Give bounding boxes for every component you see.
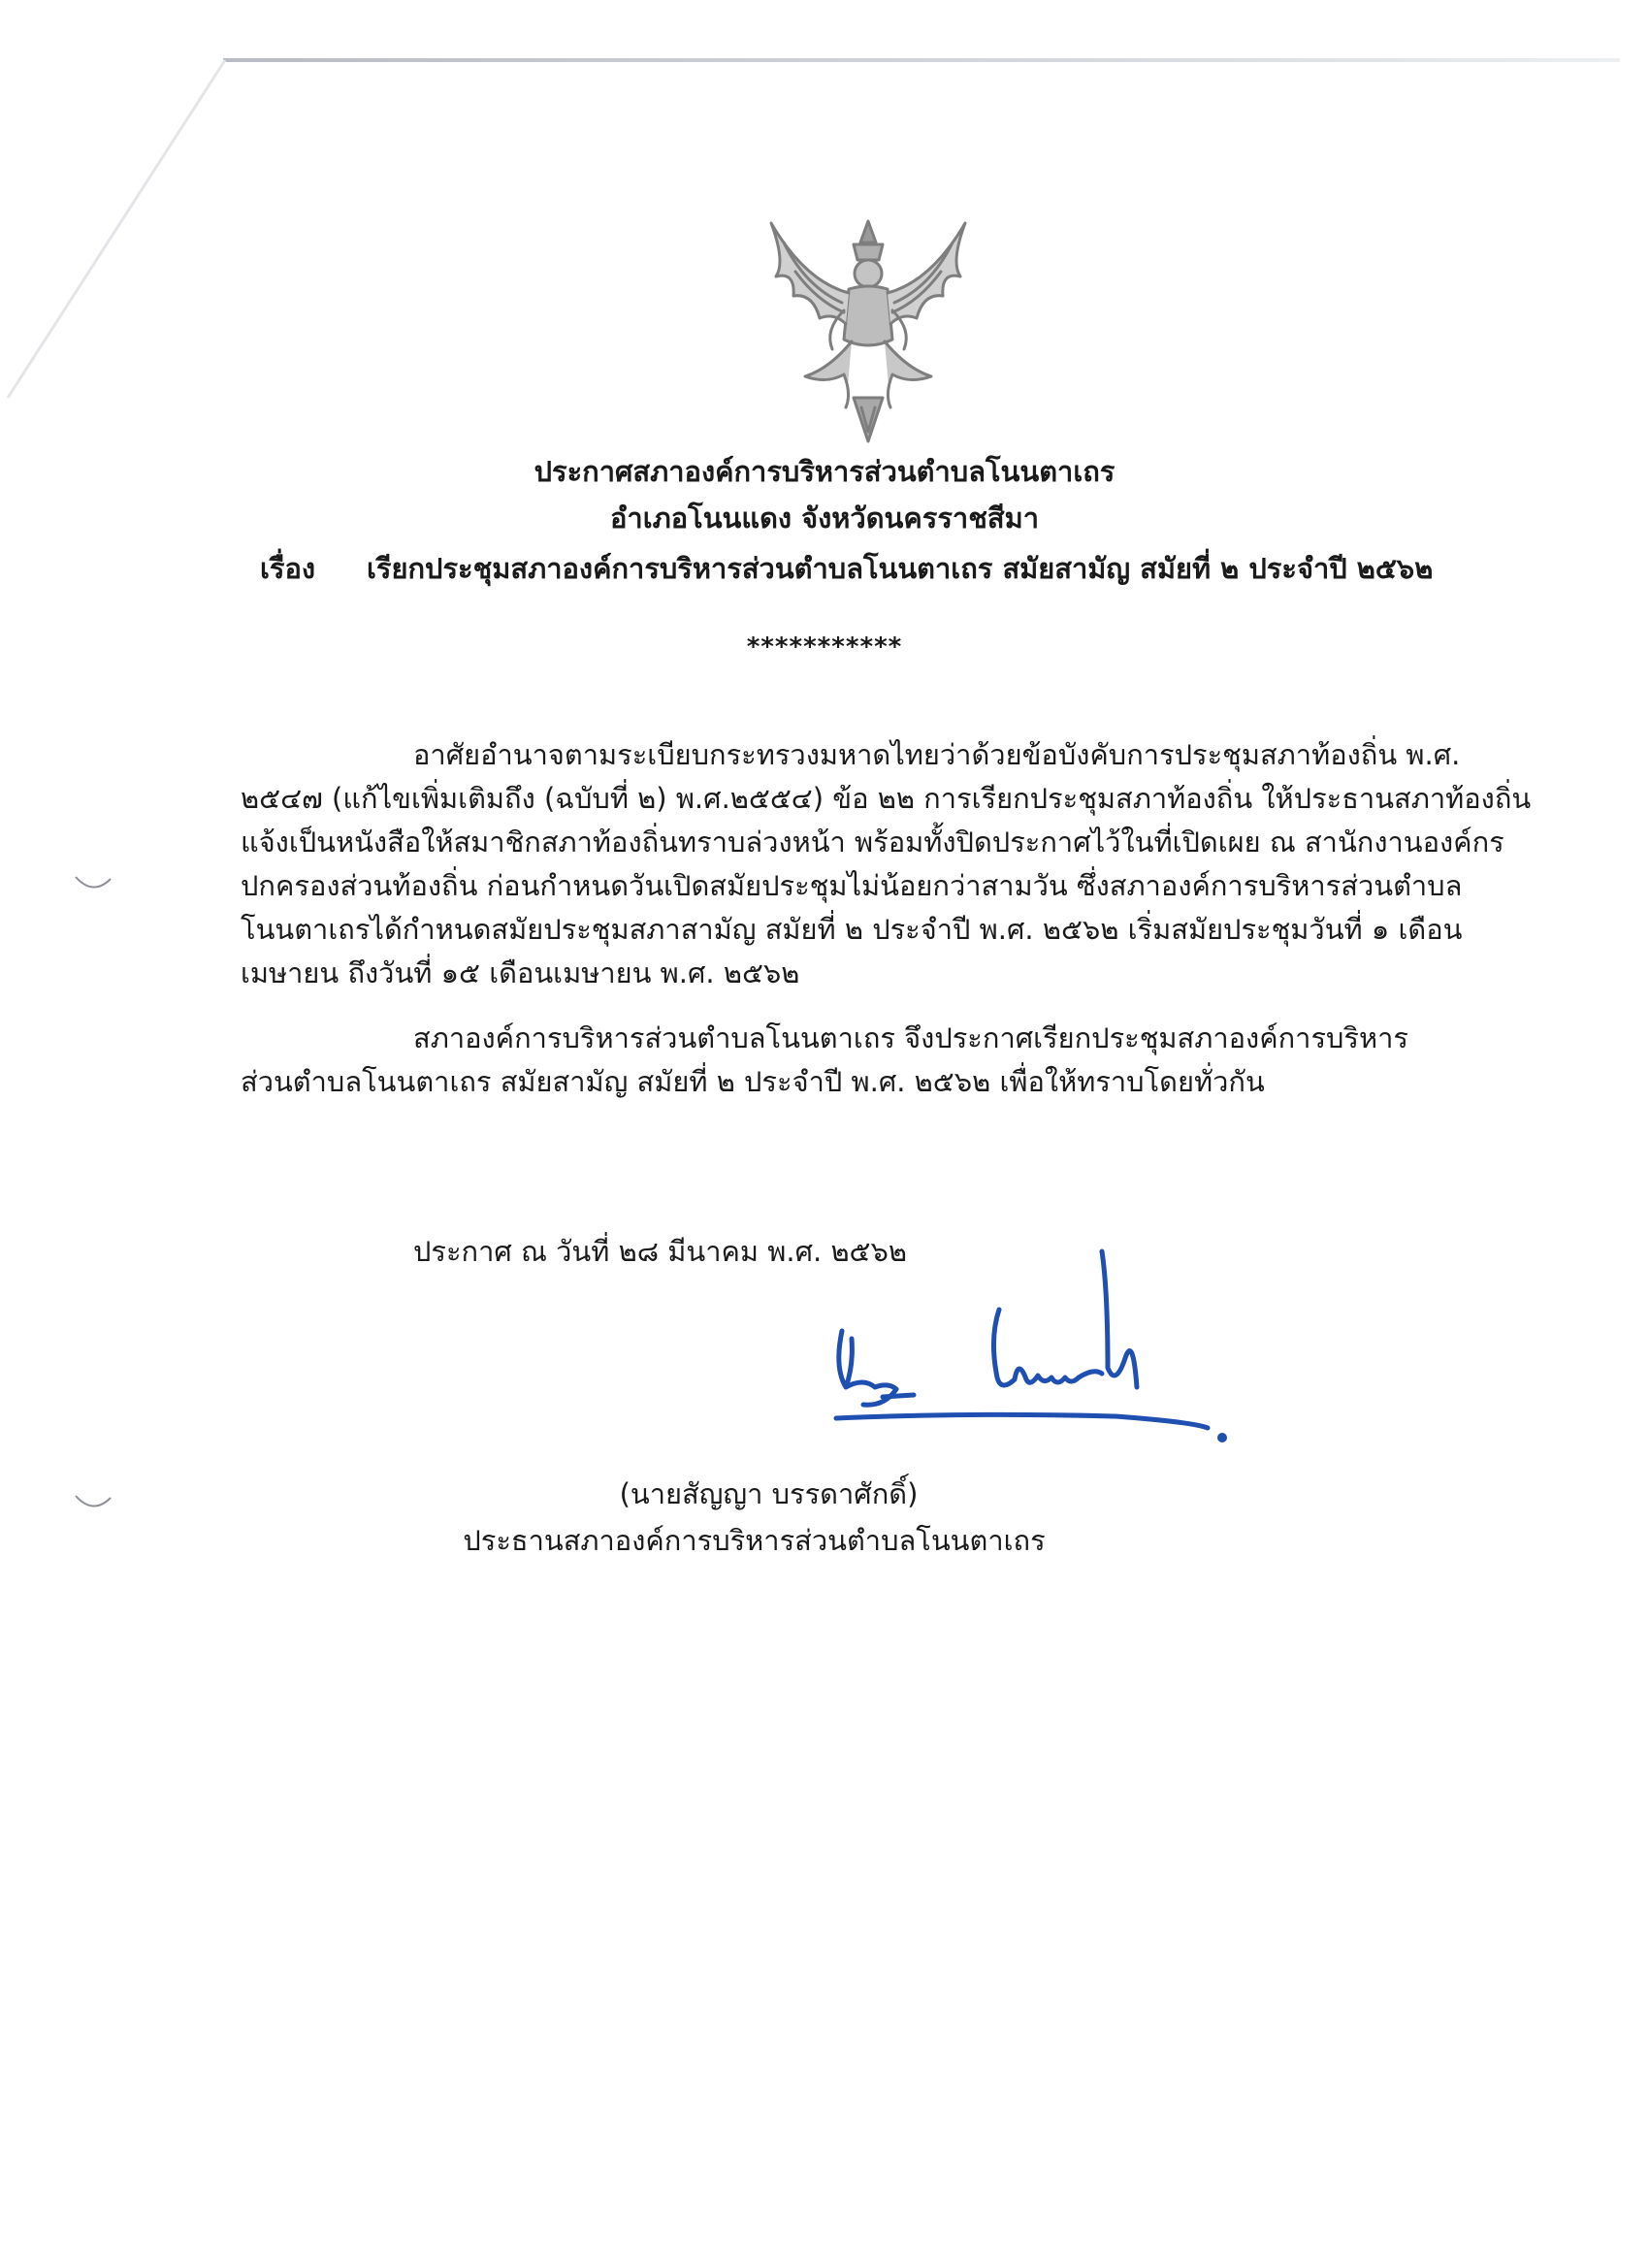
- subject-line: [260, 545, 1492, 592]
- separator-asterisks: ***********: [746, 632, 903, 662]
- punch-hole-mark: [74, 873, 113, 894]
- paragraph-line: สภาองค์การบริหารส่วนตำบลโนนตาเถร จึงประกาศเรียกประชุมสภาองค์การบริหาร: [413, 1021, 1408, 1054]
- signer-name: (นายสัญญา บรรดาศักดิ์): [619, 1477, 919, 1510]
- paragraph-line: เมษายน ถึงวันที่ ๑๕ เดือนเมษายน พ.ศ. ๒๕๖๒: [241, 956, 800, 989]
- paragraph-2: [241, 1017, 1472, 1104]
- paragraph-1: [241, 733, 1532, 995]
- paragraph-line: อาศัยอำนาจตามระเบียบกระทรวงมหาดไทยว่าด้วยข้อบังคับการประชุมสภาท้องถิ่น พ.ศ.: [413, 738, 1461, 771]
- garuda-emblem-icon: [737, 204, 999, 446]
- announcement-header: [0, 448, 1649, 541]
- header-location: อำเภอโนนแดง จังหวัดนครราชสีมา: [610, 502, 1039, 535]
- subject-label: เรื่อง: [260, 552, 316, 585]
- paragraph-line: ปกครองส่วนท้องถิ่น ก่อนกำหนดวันเปิดสมัยประชุมไม่น้อยกว่าสามวัน ซึ่งสภาองค์การบริหารส่วนตำบล: [241, 869, 1463, 902]
- body-text: [241, 733, 1532, 1125]
- scan-edge-diagonal: [0, 0, 233, 407]
- signer-title: ประธานสภาองค์การบริหารส่วนตำบลโนนตาเถร: [463, 1524, 1046, 1557]
- paragraph-line: ๒๕๔๗ (แก้ไขเพิ่มเติมถึง (ฉบับที่ ๒) พ.ศ.๒๕๕๔) ข้อ ๒๒ การเรียกประชุมสภาท้องถิ่น ให้ประธานสภาท้องถิ่น: [241, 782, 1532, 815]
- subject-text: เรียกประชุมสภาองค์การบริหารส่วนตำบลโนนตาเถร สมัยสามัญ สมัยที่ ๒ ประจำปี ๒๕๖๒: [367, 552, 1434, 585]
- paragraph-line: ส่วนตำบลโนนตาเถร สมัยสามัญ สมัยที่ ๒ ประจำปี พ.ศ. ๒๕๖๒ เพื่อให้ทราบโดยทั่วกัน: [241, 1065, 1265, 1098]
- announcement-date: ประกาศ ณ วันที่ ๒๘ มีนาคม พ.ศ. ๒๕๖๒: [413, 1235, 908, 1268]
- scan-edge-top: [223, 58, 1620, 62]
- header-organization: ประกาศสภาองค์การบริหารส่วนตำบลโนนตาเถร: [534, 455, 1116, 488]
- paragraph-line: แจ้งเป็นหนังสือให้สมาชิกสภาท้องถิ่นทราบล่วงหน้า พร้อมทั้งปิดประกาศไว้ในที่เปิดเผย ณ สานักงานองค์กร: [241, 826, 1504, 859]
- signature-graphic: [824, 1242, 1232, 1484]
- paragraph-line: โนนตาเถรได้กำหนดสมัยประชุมสภาสามัญ สมัยที่ ๒ ประจำปี พ.ศ. ๒๕๖๒ เริ่มสมัยประชุมวันที่ ๑ เดือน: [241, 913, 1463, 946]
